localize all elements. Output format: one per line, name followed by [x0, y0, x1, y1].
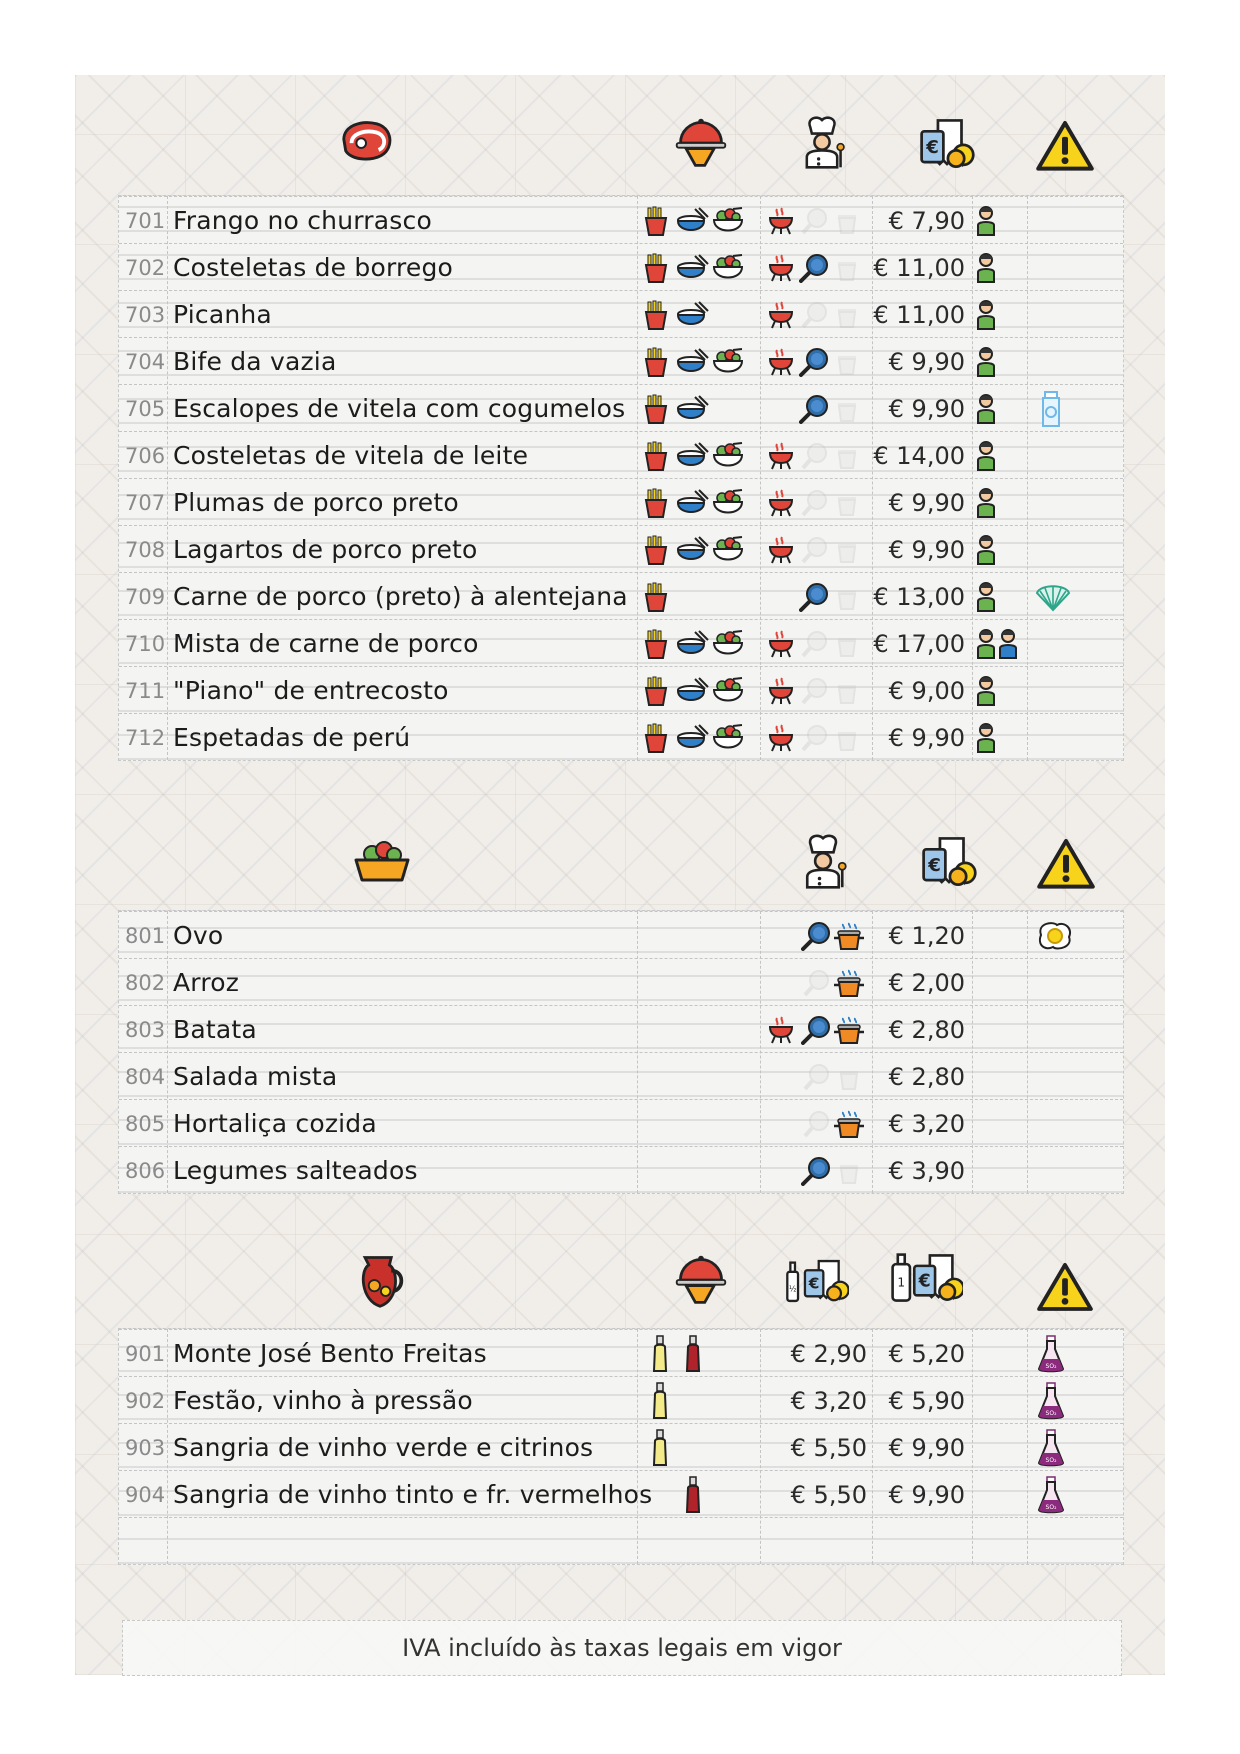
cloche-icon — [673, 115, 729, 171]
item-code: 705 — [125, 396, 166, 421]
item-code: 709 — [125, 584, 166, 609]
person-green-icon — [977, 253, 995, 283]
table-row — [119, 196, 1123, 244]
item-code: 902 — [125, 1388, 166, 1413]
person-green-icon — [977, 629, 995, 659]
table-row — [119, 958, 1123, 1006]
table-row — [119, 1470, 1123, 1518]
milk-icon — [1039, 390, 1063, 428]
red-wine-icon — [684, 1476, 702, 1514]
sides-table — [118, 910, 1124, 1194]
item-name: Ovo — [173, 921, 224, 950]
item-price-half-liter: € 5,50 — [790, 1480, 867, 1509]
white-wine-icon — [651, 1429, 669, 1467]
person-green-icon — [977, 676, 995, 706]
salad-icon — [711, 254, 745, 282]
cloche-icon — [673, 1252, 729, 1308]
item-code: 802 — [125, 970, 166, 995]
person-green-icon — [977, 488, 995, 518]
pot-icon — [833, 1015, 865, 1045]
svg-text:€: € — [928, 855, 941, 877]
rice-icon — [675, 301, 709, 329]
item-price: € 9,90 — [888, 723, 965, 752]
item-name: Monte José Bento Freitas — [173, 1339, 487, 1368]
item-price-liter: € 9,90 — [888, 1433, 965, 1462]
item-price: € 9,00 — [888, 676, 965, 705]
item-price: € 14,00 — [873, 441, 965, 470]
white-wine-icon — [651, 1382, 669, 1420]
rice-icon — [675, 207, 709, 235]
item-code: 703 — [125, 302, 166, 327]
rice-icon — [675, 489, 709, 517]
item-code: 708 — [125, 537, 166, 562]
item-name: Legumes salteados — [173, 1156, 418, 1185]
item-price-liter: € 5,90 — [888, 1386, 965, 1415]
salad-icon — [711, 630, 745, 658]
person-green-icon — [977, 300, 995, 330]
red-wine-icon — [684, 1335, 702, 1373]
item-price-half-liter: € 3,20 — [790, 1386, 867, 1415]
svg-text:SO₂: SO₂ — [1045, 1456, 1057, 1464]
item-price: € 1,20 — [888, 921, 965, 950]
table-row — [119, 290, 1123, 338]
table-row — [119, 1146, 1123, 1194]
jug-icon — [350, 1250, 410, 1310]
item-code: 901 — [125, 1341, 166, 1366]
fries-icon — [643, 300, 669, 330]
item-name: Bife da vazia — [173, 347, 337, 376]
item-price-half-liter: € 2,90 — [790, 1339, 867, 1368]
item-name: Escalopes de vitela com cogumelos — [173, 394, 626, 423]
item-name: Festão, vinho à pressão — [173, 1386, 473, 1415]
item-price: € 3,90 — [888, 1156, 965, 1185]
svg-text:1: 1 — [897, 1275, 906, 1290]
item-price: € 9,90 — [888, 347, 965, 376]
drinks-table — [118, 1328, 1124, 1565]
sulfites-icon — [1037, 1476, 1065, 1514]
chef-icon — [795, 115, 849, 169]
table-row — [119, 1005, 1123, 1053]
item-price-liter: € 5,20 — [888, 1339, 965, 1368]
table-row — [119, 713, 1123, 761]
item-name: Lagartos de porco preto — [173, 535, 478, 564]
svg-text:SO₂: SO₂ — [1045, 1503, 1057, 1511]
rice-icon — [675, 442, 709, 470]
pan-icon — [801, 921, 831, 951]
fries-icon — [643, 535, 669, 565]
faded-pan-icon — [803, 1110, 831, 1138]
warning-icon — [1035, 120, 1095, 172]
item-code: 704 — [125, 349, 166, 374]
salad-icon — [711, 724, 745, 752]
item-name: Arroz — [173, 968, 240, 997]
salad-icon — [711, 677, 745, 705]
salad-icon — [711, 442, 745, 470]
item-code: 903 — [125, 1435, 166, 1460]
item-price: € 9,90 — [888, 488, 965, 517]
item-price-liter: € 9,90 — [888, 1480, 965, 1509]
pan-icon — [801, 1015, 831, 1045]
fries-icon — [643, 488, 669, 518]
table-row-empty — [119, 1517, 1123, 1565]
fries-icon — [643, 253, 669, 283]
half-liter-price-icon — [785, 1258, 849, 1304]
item-price-half-liter: € 5,50 — [790, 1433, 867, 1462]
item-price: € 11,00 — [873, 253, 965, 282]
table-row — [119, 337, 1123, 385]
item-name: Sangria de vinho verde e citrinos — [173, 1433, 594, 1462]
rice-icon — [675, 536, 709, 564]
faded-pot-icon — [835, 1157, 863, 1185]
fries-icon — [643, 394, 669, 424]
svg-text:€: € — [926, 137, 939, 159]
item-name: Plumas de porco preto — [173, 488, 459, 517]
person-green-icon — [977, 347, 995, 377]
person-green-icon — [977, 206, 995, 236]
svg-text:SO₂: SO₂ — [1045, 1409, 1057, 1417]
egg-icon — [1035, 919, 1075, 953]
item-price: € 17,00 — [873, 629, 965, 658]
footer-note — [122, 1620, 1122, 1676]
item-name: Salada mista — [173, 1062, 338, 1091]
fries-icon — [643, 441, 669, 471]
table-row — [119, 1329, 1123, 1377]
item-name: "Piano" de entrecosto — [173, 676, 449, 705]
pot-icon — [833, 968, 865, 998]
pan-icon — [801, 1156, 831, 1186]
table-row — [119, 384, 1123, 432]
item-code: 805 — [125, 1111, 166, 1136]
faded-pan-icon — [803, 1063, 831, 1091]
chef-icon — [795, 833, 851, 889]
item-code: 804 — [125, 1064, 166, 1089]
svg-text:½: ½ — [788, 1284, 797, 1294]
salad-icon — [711, 207, 745, 235]
meat-table — [118, 195, 1124, 761]
salad-bowl-icon — [352, 838, 412, 886]
person-green-icon — [977, 582, 995, 612]
steak-icon — [338, 118, 396, 164]
item-code: 712 — [125, 725, 166, 750]
table-row — [119, 911, 1123, 959]
footer-text: IVA incluído às taxas legais em vigor — [402, 1634, 842, 1662]
price-icon — [918, 115, 976, 173]
person-green-icon — [977, 535, 995, 565]
salad-icon — [711, 489, 745, 517]
table-row — [119, 525, 1123, 573]
item-price: € 2,00 — [888, 968, 965, 997]
shell-icon — [1034, 581, 1072, 613]
faded-pan-icon — [803, 969, 831, 997]
price-icon — [920, 833, 978, 891]
warning-icon — [1036, 1262, 1094, 1312]
item-name: Picanha — [173, 300, 272, 329]
item-code: 710 — [125, 631, 166, 656]
item-price: € 11,00 — [873, 300, 965, 329]
item-code: 904 — [125, 1482, 166, 1507]
item-price: € 9,90 — [888, 535, 965, 564]
table-row — [119, 478, 1123, 526]
item-code: 706 — [125, 443, 166, 468]
table-row — [119, 1423, 1123, 1471]
warning-icon — [1036, 838, 1096, 890]
item-name: Mista de carne de porco — [173, 629, 479, 658]
table-row — [119, 619, 1123, 667]
rice-icon — [675, 630, 709, 658]
item-code: 806 — [125, 1158, 166, 1183]
sulfites-icon — [1037, 1429, 1065, 1467]
item-price: € 2,80 — [888, 1062, 965, 1091]
salad-icon — [711, 348, 745, 376]
table-row — [119, 243, 1123, 291]
svg-text:SO₂: SO₂ — [1045, 1362, 1057, 1370]
sulfites-icon — [1037, 1335, 1065, 1373]
rice-icon — [675, 677, 709, 705]
item-price: € 7,90 — [888, 206, 965, 235]
item-price: € 3,20 — [888, 1109, 965, 1138]
rice-icon — [675, 395, 709, 423]
item-price: € 9,90 — [888, 394, 965, 423]
table-row — [119, 1376, 1123, 1424]
table-row — [119, 572, 1123, 620]
table-row — [119, 431, 1123, 479]
fries-icon — [643, 582, 669, 612]
item-price: € 13,00 — [873, 582, 965, 611]
item-name: Sangria de vinho tinto e fr. vermelhos — [173, 1480, 653, 1509]
table-row — [119, 666, 1123, 714]
svg-text:€: € — [808, 1274, 820, 1293]
fries-icon — [643, 676, 669, 706]
item-code: 702 — [125, 255, 166, 280]
item-name: Carne de porco (preto) à alentejana — [173, 582, 628, 611]
grill-icon — [767, 1016, 795, 1044]
liter-price-icon — [890, 1252, 963, 1304]
fries-icon — [643, 347, 669, 377]
rice-icon — [675, 348, 709, 376]
item-name: Batata — [173, 1015, 257, 1044]
item-name: Costeletas de vitela de leite — [173, 441, 529, 470]
svg-text:€: € — [918, 1271, 931, 1292]
sulfites-icon — [1037, 1382, 1065, 1420]
table-row — [119, 1052, 1123, 1100]
rice-icon — [675, 724, 709, 752]
fries-icon — [643, 723, 669, 753]
rice-icon — [675, 254, 709, 282]
white-wine-icon — [651, 1335, 669, 1373]
person-blue-icon — [999, 629, 1017, 659]
item-name: Hortaliça cozida — [173, 1109, 377, 1138]
fries-icon — [643, 206, 669, 236]
item-code: 801 — [125, 923, 166, 948]
item-code: 803 — [125, 1017, 166, 1042]
item-code: 711 — [125, 678, 166, 703]
table-row — [119, 1099, 1123, 1147]
item-price: € 2,80 — [888, 1015, 965, 1044]
person-green-icon — [977, 394, 995, 424]
item-code: 701 — [125, 208, 166, 233]
pot-icon — [833, 921, 865, 951]
item-name: Espetadas de perú — [173, 723, 411, 752]
person-green-icon — [977, 723, 995, 753]
fries-icon — [643, 629, 669, 659]
person-green-icon — [977, 441, 995, 471]
item-name: Frango no churrasco — [173, 206, 432, 235]
pot-icon — [833, 1109, 865, 1139]
salad-icon — [711, 536, 745, 564]
item-code: 707 — [125, 490, 166, 515]
item-name: Costeletas de borrego — [173, 253, 454, 282]
faded-pot-icon — [835, 1063, 863, 1091]
